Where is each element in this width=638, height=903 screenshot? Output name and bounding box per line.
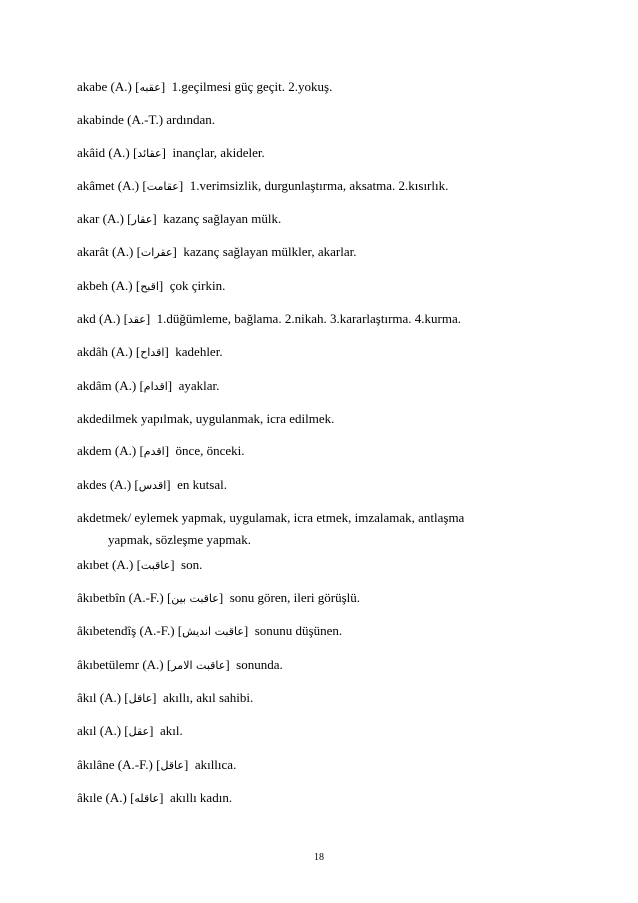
entry-definition: inançlar, akideler.	[172, 144, 265, 160]
entry-arabic: اقدس	[138, 478, 167, 492]
entry-arabic: عقامت	[146, 179, 179, 193]
entry-definition: akıl.	[159, 723, 183, 739]
entry-head: âkıle (A.)	[77, 789, 127, 805]
entry-head: akıl (A.)	[77, 723, 122, 739]
list-item	[77, 411, 565, 426]
entry-head: akdetmek/ eylemek yapmak, uygulamak, icra etmek, imzalamak, antlaşma	[77, 509, 465, 525]
entry-head: akdâh (A.)	[77, 344, 133, 360]
entry-arabic: عقبه	[139, 81, 161, 94]
entry-definition: çok çirkin.	[169, 277, 226, 293]
entry-arabic: اقدم	[143, 445, 165, 459]
entry-arabic: عاقله	[134, 791, 160, 805]
list-item	[77, 112, 565, 127]
entry-definition: sonu gören, ileri görüşlü.	[229, 590, 361, 606]
entry-arabic: عقل	[128, 725, 150, 739]
entry-definition: son.	[181, 556, 203, 572]
entry-arabic: اقدام	[143, 379, 168, 393]
entry-head: akıbet (A.)	[77, 556, 134, 572]
entry-head: akdes (A.)	[77, 476, 132, 492]
entry-head: âkıl (A.)	[77, 690, 122, 706]
entry-arabic: عقرات	[140, 246, 173, 260]
list-item: âkıl (A.) [عاقل] akıllı, akıl sahibi.	[77, 690, 254, 706]
list-item	[77, 506, 565, 547]
list-item: akabe (A.) [عقبه] 1.geçilmesi güç geçit. 2.yokuş.	[77, 79, 333, 94]
entry-definition: 1.geçilmesi güç geçit. 2.yokuş.	[171, 79, 333, 94]
list-item: akd (A.) [عقد] 1.düğümleme, bağlama. 2.nikah. 3.kararlaştırma. 4.kurma.	[77, 311, 461, 327]
entry-head: akdem (A.)	[77, 443, 137, 459]
list-item: âkıbetendîş (A.-F.) [عاقبت انديش] sonunu düşünen.	[77, 623, 343, 639]
entry-definition: akıllı, akıl sahibi.	[163, 690, 254, 706]
entry-head: akâid (A.)	[77, 144, 130, 160]
entry-head: akabe (A.)	[77, 79, 132, 94]
list-item: akıbet (A.) [عاقبت] son.	[77, 556, 203, 572]
entry-definition: kazanç sağlayan mülk.	[163, 211, 282, 227]
entry-head: akabinde (A.-T.) ardından.	[77, 112, 216, 128]
list-item: akdes (A.) [اقدس] en kutsal.	[77, 476, 227, 492]
entry-definition: önce, önceki.	[175, 443, 245, 459]
list-item: akâmet (A.) [عقامت] 1.verimsizlik, durgunlaştırma, aksatma. 2.kısırlık.	[77, 177, 449, 193]
entry-arabic: اقداح	[140, 346, 165, 360]
entry-head: âkıbetbîn (A.-F.)	[77, 590, 164, 606]
entry-definition: sonunu düşünen.	[254, 623, 343, 639]
entry-arabic: عقد	[127, 313, 146, 327]
entry-head: âkılâne (A.-F.)	[77, 756, 153, 772]
entry-definition: 1.düğümleme, bağlama. 2.nikah. 3.kararlaştırma. 4.kurma.	[156, 311, 461, 327]
entry-definition: akıllı kadın.	[169, 789, 233, 805]
entry-definition: 1.verimsizlik, durgunlaştırma, aksatma. 2.kısırlık.	[189, 177, 449, 193]
entry-definition: kadehler.	[175, 344, 223, 360]
list-item: âkıbetbîn (A.-F.) [عاقبت بين] sonu gören, ileri görüşlü.	[77, 590, 361, 606]
dictionary-entries	[77, 79, 565, 823]
list-item: âkılâne (A.-F.) [عاقل] akıllıca.	[77, 756, 237, 772]
entry-head: âkıbetülemr (A.)	[77, 656, 164, 672]
list-item: akıl (A.) [عقل] akıl.	[77, 723, 183, 739]
list-item: âkıle (A.) [عاقله] akıllı kadın.	[77, 789, 233, 805]
entry-head: akarât (A.)	[77, 244, 134, 260]
entry-arabic: عاقل	[160, 758, 184, 772]
list-item: âkıbetülemr (A.) [عاقبت الامر] sonunda.	[77, 656, 283, 672]
entry-head: akar (A.)	[77, 211, 124, 227]
entry-arabic: عقار	[131, 213, 153, 227]
entry-head: akdâm (A.)	[77, 377, 137, 393]
list-item: akarât (A.) [عقرات] kazanç sağlayan mülkler, akarlar.	[77, 244, 357, 260]
list-item: akar (A.) [عقار] kazanç sağlayan mülk.	[77, 211, 282, 227]
entry-arabic: اقبح	[140, 279, 159, 293]
entry-definition: ayaklar.	[178, 377, 220, 393]
list-item: akdâm (A.) [اقدام] ayaklar.	[77, 377, 220, 393]
entry-arabic: عاقبت بين	[171, 592, 219, 606]
entry-arabic: عاقبت	[140, 558, 171, 572]
entry-definition: en kutsal.	[177, 476, 227, 492]
entry-definition: sonunda.	[236, 656, 283, 672]
entry-head: akbeh (A.)	[77, 277, 133, 293]
entry-definition: akıllıca.	[194, 756, 237, 772]
entry-definition: kazanç sağlayan mülkler, akarlar.	[183, 244, 357, 260]
list-item: akdem (A.) [اقدم] önce, önceki.	[77, 443, 245, 459]
list-item: akdâh (A.) [اقداح] kadehler.	[77, 344, 223, 360]
entry-head: akdedilmek yapılmak, uygulanmak, icra edilmek.	[77, 410, 335, 426]
entry-head: akd (A.)	[77, 311, 121, 327]
entry-arabic: عاقل	[128, 692, 153, 706]
entry-arabic: عاقبت الامر	[171, 658, 226, 672]
list-item: akbeh (A.) [اقبح] çok çirkin.	[77, 277, 226, 293]
entry-continuation: yapmak, sözleşme yapmak.	[108, 531, 251, 547]
entry-arabic: عقائد	[137, 146, 162, 160]
page-number: 18	[314, 852, 324, 863]
entry-head: âkıbetendîş (A.-F.)	[77, 623, 175, 639]
entry-head: akâmet (A.)	[77, 177, 140, 193]
list-item: akâid (A.) [عقائد] inançlar, akideler.	[77, 144, 265, 160]
entry-arabic: عاقبت انديش	[182, 625, 244, 639]
